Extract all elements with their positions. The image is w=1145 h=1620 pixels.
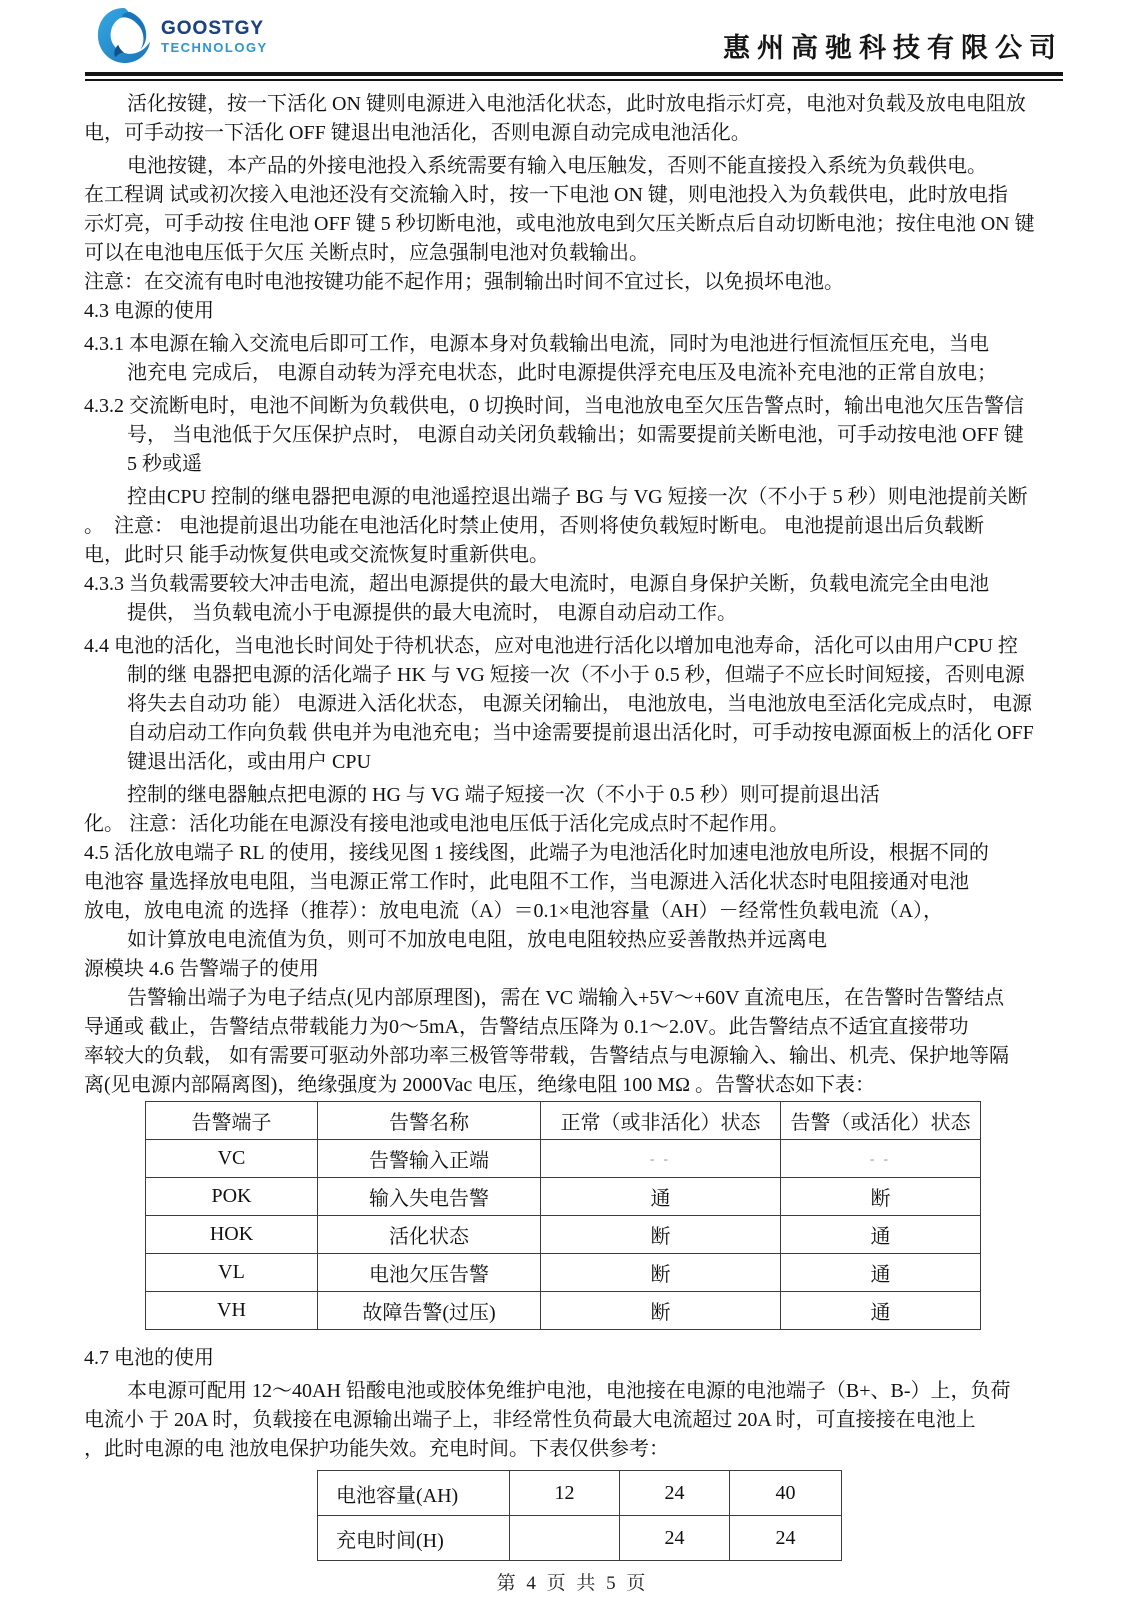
- divider-thin-line: [85, 79, 1063, 81]
- header-divider: [85, 72, 1063, 81]
- column-header: 正常（或非活化）状态: [541, 1102, 781, 1140]
- brand-name: GOOSTGY: [161, 19, 268, 38]
- table-cell: 充电时间(H): [318, 1516, 510, 1561]
- table-row: [146, 1254, 981, 1292]
- text-line: 号， 当电池低于欠压保护点时， 电源自动关闭负载输出；如需要提前关断电池，可手动按电池 OFF 键: [127, 424, 1024, 446]
- table-cell: 断: [781, 1178, 981, 1216]
- text-line: 提供， 当负载电流小于电源提供的最大电流时， 电源自动启动工作。: [127, 602, 737, 624]
- text-line: 注意：在交流有电时电池按键功能不起作用；强制输出时间不宜过长，以免损坏电池。: [84, 271, 844, 293]
- text-line: 电流小 于 20A 时，负载接在电源输出端子上，非经常性负荷最大电流超过 20A 时，可直接接在电池上: [84, 1409, 976, 1431]
- charge-table-body: [318, 1471, 842, 1561]
- text-line: 导通或 截止，告警结点带载能力为0～5mA，告警结点压降为 0.1～2.0V。此告警结点不适宜直接带功: [84, 1016, 969, 1038]
- text-line: 。 注意： 电池提前退出功能在电池活化时禁止使用，否则将使负载短时断电。 电池提前退出后负载断: [84, 515, 984, 537]
- page-number: 第 4 页 共 5 页: [496, 1573, 649, 1594]
- table-cell: 电池欠压告警: [318, 1254, 541, 1292]
- table-row: [318, 1471, 842, 1516]
- text-line: 率较大的负载， 如有需要可驱动外部功率三极管等带载，告警结点与电源输入、输出、机壳、保护地等隔: [84, 1045, 1009, 1067]
- logo-bird-icon: [95, 6, 153, 66]
- table-row: [146, 1140, 981, 1178]
- table-cell: VH: [146, 1292, 318, 1330]
- text-line: 示灯亮，可手动按 住电池 OFF 键 5 秒切断电池，或电池放电到欠压关断点后自动切断电池；按住电池 ON 键: [84, 213, 1035, 235]
- text-line: 电，可手动按一下活化 OFF 键退出电池活化，否则电源自动完成电池活化。: [84, 122, 751, 144]
- table-cell: - -: [541, 1140, 781, 1178]
- company-name: 惠州高驰科技有限公司: [723, 33, 1063, 63]
- charge-time-table: [317, 1470, 842, 1561]
- table-cell: 断: [541, 1292, 781, 1330]
- text-line: 告警输出端子为电子结点(见内部原理图)，需在 VC 端输入+5V～+60V 直流电压，在告警时告警结点: [127, 987, 1005, 1009]
- post-lines: [84, 1344, 1063, 1464]
- text-line: 4.3.3 当负载需要较大冲击电流，超出电源提供的最大电流时，电源自身保护关断，负载电流完全由电池: [84, 573, 989, 595]
- table-cell: 故障告警(过压): [318, 1292, 541, 1330]
- text-line: 键退出活化，或由用户 CPU: [127, 751, 371, 773]
- column-header: 告警端子: [146, 1102, 318, 1140]
- text-line: 活化按键，按一下活化 ON 键则电源进入电池活化状态，此时放电指示灯亮，电池对负载及放电电阻放: [127, 93, 1026, 115]
- alarm-table-head: [146, 1102, 981, 1140]
- table-cell: - -: [781, 1140, 981, 1178]
- text-line: 池充电 完成后， 电源自动转为浮充电状态，此时电源提供浮充电压及电流补充电池的正常自放电；: [127, 362, 997, 384]
- brand-subtitle: TECHNOLOGY: [161, 39, 268, 55]
- text-line: 电，此时只 能手动恢复供电或交流恢复时重新供电。: [84, 544, 549, 566]
- text-line: 可以在电池电压低于欠压 关断点时，应急强制电池对负载输出。: [84, 242, 649, 264]
- table-cell: 断: [541, 1254, 781, 1292]
- table-cell: 通: [541, 1178, 781, 1216]
- table-cell: 电池容量(AH): [318, 1471, 510, 1516]
- table-cell: POK: [146, 1178, 318, 1216]
- table-cell: 24: [620, 1471, 730, 1516]
- table-cell: 通: [781, 1216, 981, 1254]
- text-line: 制的继 电器把电源的活化端子 HK 与 VG 短接一次（不小于 0.5 秒，但端子不应长时间短接，否则电源: [127, 664, 1025, 686]
- text-line: 将失去自动功 能） 电源进入活化状态， 电源关闭输出， 电池放电，当电池放电至活化完成点时， 电源: [127, 693, 1032, 715]
- text-line: 控由CPU 控制的继电器把电源的电池遥控退出端子 BG 与 VG 短接一次（不小于 5 秒）则电池提前关断: [127, 486, 1028, 508]
- table-cell: 活化状态: [318, 1216, 541, 1254]
- text-line: 本电源可配用 12～40AH 铅酸电池或胶体免维护电池，电池接在电源的电池端子（B+、B-）上，负荷: [127, 1380, 1011, 1402]
- table-cell: 输入失电告警: [318, 1178, 541, 1216]
- text-line: 在工程调 试或初次接入电池还没有交流输入时，按一下电池 ON 键，则电池投入为负载供电，此时放电指: [84, 184, 1008, 206]
- text-line: 4.7 电池的使用: [84, 1347, 214, 1369]
- company-logo: [95, 6, 268, 66]
- table-row: [146, 1292, 981, 1330]
- table-cell: HOK: [146, 1216, 318, 1254]
- text-line: 4.3 电源的使用: [84, 300, 214, 322]
- table-row: [146, 1216, 981, 1254]
- table-cell: 24: [730, 1516, 842, 1561]
- table-cell: 40: [730, 1471, 842, 1516]
- table-cell: 通: [781, 1292, 981, 1330]
- text-line: ，此时电源的电 池放电保护功能失效。充电时间。下表仅供参考：: [84, 1438, 669, 1460]
- alarm-status-table: [145, 1101, 981, 1330]
- text-line: 电池容 量选择放电电阻，当电源正常工作时，此电阻不工作，当电源进入活化状态时电阻接通对电池: [84, 871, 969, 893]
- document-body: [84, 90, 1063, 1561]
- table-row: [146, 1178, 981, 1216]
- page-header: [85, 0, 1063, 72]
- body-lines: [84, 90, 1063, 1100]
- table-cell: 告警输入正端: [318, 1140, 541, 1178]
- table-cell: VL: [146, 1254, 318, 1292]
- text-line: 电池按键，本产品的外接电池投入系统需要有输入电压触发，否则不能直接投入系统为负载供电。: [127, 155, 987, 177]
- divider-thick-line: [85, 72, 1063, 76]
- text-line: 自动启动工作向负载 供电并为电池充电；当中途需要提前退出活化时，可手动按电源面板上的活化 OFF: [127, 722, 1034, 744]
- table-cell: 24: [620, 1516, 730, 1561]
- text-line: 4.3.2 交流断电时，电池不间断为负载供电，0 切换时间，当电池放电至欠压告警点时，输出电池欠压告警信: [84, 395, 1024, 417]
- text-line: 4.4 电池的活化，当电池长时间处于待机状态，应对电池进行活化以增加电池寿命，活化可以由用户CPU 控: [84, 635, 1018, 657]
- table-row: [318, 1516, 842, 1561]
- text-line: 5 秒或遥: [127, 453, 202, 475]
- text-line: 控制的继电器触点把电源的 HG 与 VG 端子短接一次（不小于 0.5 秒）则可提前退出活: [127, 784, 880, 806]
- table-cell: VC: [146, 1140, 318, 1178]
- text-line: 放电，放电电流 的选择（推荐）：放电电流（A）＝0.1×电池容量（AH）－经常性负载电流（A），: [84, 900, 944, 922]
- alarm-table-body: [146, 1140, 981, 1330]
- page-footer: [0, 1568, 1145, 1595]
- text-line: 4.5 活化放电端子 RL 的使用，接线见图 1 接线图，此端子为电池活化时加速电池放电所设，根据不同的: [84, 842, 989, 864]
- text-line: 源模块 4.6 告警端子的使用: [84, 958, 319, 980]
- text-line: 离(见电源内部隔离图)，绝缘强度为 2000Vac 电压，绝缘电阻 100 MΩ 。告警状态如下表：: [84, 1074, 875, 1096]
- table-cell: 通: [781, 1254, 981, 1292]
- text-line: 如计算放电电流值为负，则可不加放电电阻，放电电阻较热应妥善散热并远离电: [127, 929, 827, 951]
- table-cell: 12: [510, 1471, 620, 1516]
- table-cell: 断: [541, 1216, 781, 1254]
- logo-text: [161, 19, 268, 54]
- text-line: 4.3.1 本电源在输入交流电后即可工作，电源本身对负载输出电流，同时为电池进行恒流恒压充电，当电: [84, 333, 989, 355]
- column-header: 告警（或活化）状态: [781, 1102, 981, 1140]
- table-cell: [510, 1516, 620, 1561]
- column-header: 告警名称: [318, 1102, 541, 1140]
- text-line: 化。 注意：活化功能在电源没有接电池或电池电压低于活化完成点时不起作用。: [84, 813, 789, 835]
